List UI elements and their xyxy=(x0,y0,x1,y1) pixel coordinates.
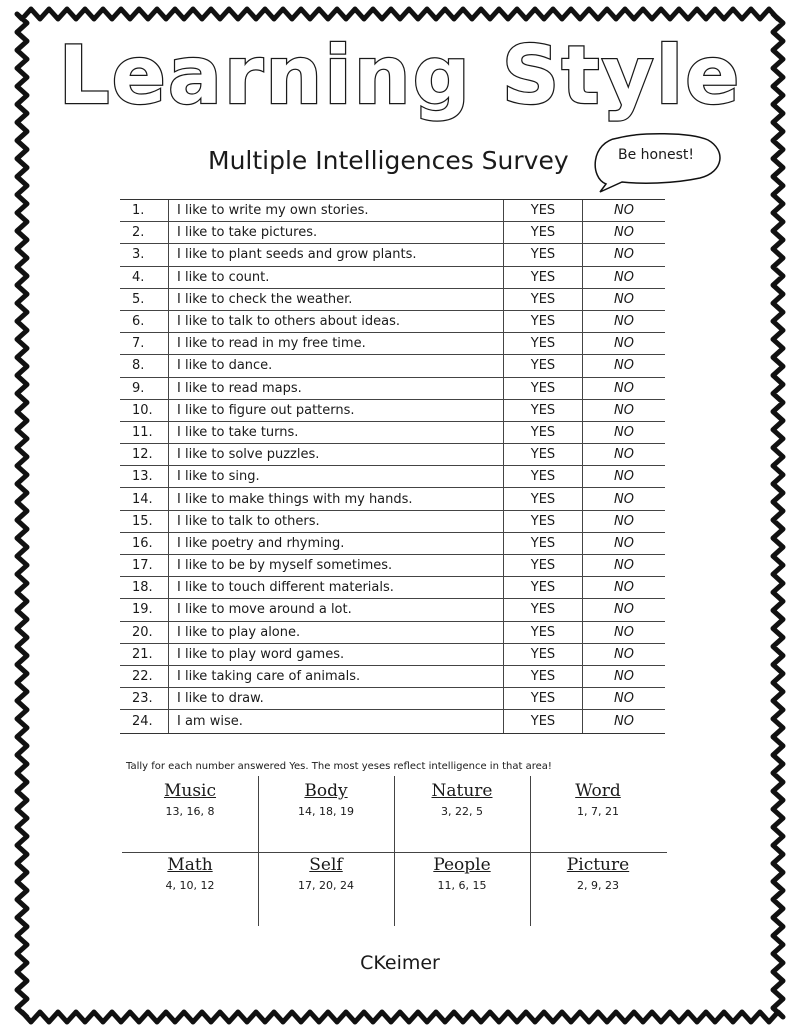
no-option[interactable]: NO xyxy=(582,511,665,532)
yes-option[interactable]: YES xyxy=(503,488,582,509)
yes-option[interactable]: YES xyxy=(503,400,582,421)
survey-row xyxy=(120,400,665,422)
item-statement: I like to draw. xyxy=(168,688,503,709)
survey-row xyxy=(120,222,665,244)
yes-option[interactable]: YES xyxy=(503,666,582,687)
speech-bubble-text: Be honest! xyxy=(618,147,694,163)
yes-option[interactable]: YES xyxy=(503,244,582,265)
yes-option[interactable]: YES xyxy=(503,577,582,598)
yes-option[interactable]: YES xyxy=(503,622,582,643)
survey-row xyxy=(120,333,665,355)
item-number: 5. xyxy=(132,291,145,307)
tally-cell xyxy=(394,780,530,820)
no-option[interactable]: NO xyxy=(582,577,665,598)
item-statement: I am wise. xyxy=(168,710,503,732)
yes-option[interactable]: YES xyxy=(503,355,582,376)
item-number: 9. xyxy=(132,380,145,396)
no-option[interactable]: NO xyxy=(582,400,665,421)
item-number: 24. xyxy=(132,713,153,729)
item-number: 22. xyxy=(132,669,153,685)
no-option[interactable]: NO xyxy=(582,533,665,554)
item-statement: I like to talk to others. xyxy=(168,511,503,532)
item-number: 11. xyxy=(132,424,153,440)
no-option[interactable]: NO xyxy=(582,599,665,620)
no-option[interactable]: NO xyxy=(582,444,665,465)
category-name: Word xyxy=(575,781,621,801)
category-name: Music xyxy=(163,781,217,801)
tally-cell xyxy=(530,780,666,820)
category-name: Nature xyxy=(431,781,493,801)
tally-grid xyxy=(122,776,667,928)
item-statement: I like to take pictures. xyxy=(168,222,503,243)
tally-instructions: Tally for each number answered Yes. The most yeses reflect intelligence in that area! xyxy=(126,761,552,772)
yes-option[interactable]: YES xyxy=(503,333,582,354)
item-number: 21. xyxy=(132,646,153,662)
category-numbers: 14, 18, 19 xyxy=(298,805,354,818)
item-statement: I like to read maps. xyxy=(168,378,503,399)
yes-option[interactable]: YES xyxy=(503,688,582,709)
yes-option[interactable]: YES xyxy=(503,511,582,532)
item-number: 16. xyxy=(132,535,153,551)
item-number: 20. xyxy=(132,624,153,640)
category-name: Math xyxy=(167,855,213,875)
category-numbers: 2, 9, 23 xyxy=(577,879,619,892)
survey-row xyxy=(120,710,665,732)
category-name: Body xyxy=(304,781,348,801)
no-option[interactable]: NO xyxy=(582,466,665,487)
yes-option[interactable]: YES xyxy=(503,599,582,620)
survey-row xyxy=(120,599,665,621)
survey-row xyxy=(120,267,665,289)
yes-option[interactable]: YES xyxy=(503,311,582,332)
tally-cell xyxy=(258,780,394,820)
tally-cell xyxy=(122,780,258,820)
category-name: Self xyxy=(309,855,343,875)
item-number: 18. xyxy=(132,580,153,596)
item-number: 17. xyxy=(132,558,153,574)
survey-row xyxy=(120,422,665,444)
category-numbers: 3, 22, 5 xyxy=(441,805,483,818)
survey-row xyxy=(120,644,665,666)
survey-row xyxy=(120,666,665,688)
item-statement: I like poetry and rhyming. xyxy=(168,533,503,554)
item-statement: I like to play word games. xyxy=(168,644,503,665)
survey-row xyxy=(120,533,665,555)
item-statement: I like to play alone. xyxy=(168,622,503,643)
category-numbers: 17, 20, 24 xyxy=(298,879,354,892)
no-option[interactable]: NO xyxy=(582,555,665,576)
yes-option[interactable]: YES xyxy=(503,644,582,665)
item-statement: I like to talk to others about ideas. xyxy=(168,311,503,332)
item-statement: I like to figure out patterns. xyxy=(168,400,503,421)
item-statement: I like to move around a lot. xyxy=(168,599,503,620)
item-number: 4. xyxy=(132,269,145,285)
item-number: 6. xyxy=(132,314,145,330)
survey-row xyxy=(120,466,665,488)
item-number: 14. xyxy=(132,491,153,507)
tally-cell xyxy=(394,854,530,894)
no-option[interactable]: NO xyxy=(582,422,665,443)
item-statement: I like to count. xyxy=(168,267,503,288)
category-name: Picture xyxy=(566,855,630,875)
no-option[interactable]: NO xyxy=(582,333,665,354)
item-statement: I like to read in my free time. xyxy=(168,333,503,354)
tally-cell xyxy=(530,854,666,894)
survey-row xyxy=(120,200,665,222)
category-numbers: 11, 6, 15 xyxy=(437,879,487,892)
item-statement: I like to solve puzzles. xyxy=(168,444,503,465)
survey-row xyxy=(120,622,665,644)
yes-option[interactable]: YES xyxy=(503,200,582,221)
survey-row xyxy=(120,244,665,266)
yes-option[interactable]: YES xyxy=(503,378,582,399)
no-option[interactable]: NO xyxy=(582,666,665,687)
no-option[interactable]: NO xyxy=(582,710,665,732)
survey-row xyxy=(120,577,665,599)
survey-row xyxy=(120,355,665,377)
item-statement: I like to be by myself sometimes. xyxy=(168,555,503,576)
item-number: 19. xyxy=(132,602,153,618)
no-option[interactable]: NO xyxy=(582,688,665,709)
yes-option[interactable]: YES xyxy=(503,710,582,732)
yes-option[interactable]: YES xyxy=(503,289,582,310)
survey-row xyxy=(120,488,665,510)
author-credit: CKeimer xyxy=(360,952,440,974)
item-statement: I like to sing. xyxy=(168,466,503,487)
no-option[interactable]: NO xyxy=(582,488,665,509)
no-option[interactable]: NO xyxy=(582,622,665,643)
yes-option[interactable]: YES xyxy=(503,422,582,443)
no-option[interactable]: NO xyxy=(582,200,665,221)
survey-row xyxy=(120,555,665,577)
item-statement: I like to plant seeds and grow plants. xyxy=(168,244,503,265)
no-option[interactable]: NO xyxy=(582,644,665,665)
category-numbers: 1, 7, 21 xyxy=(577,805,619,818)
item-statement: I like taking care of animals. xyxy=(168,666,503,687)
category-numbers: 4, 10, 12 xyxy=(165,879,215,892)
survey-table xyxy=(120,199,665,734)
item-number: 15. xyxy=(132,513,153,529)
no-option[interactable]: NO xyxy=(582,311,665,332)
yes-option[interactable]: YES xyxy=(503,555,582,576)
no-option[interactable]: NO xyxy=(582,222,665,243)
item-number: 8. xyxy=(132,358,145,374)
no-option[interactable]: NO xyxy=(582,378,665,399)
no-option[interactable]: NO xyxy=(582,267,665,288)
item-statement: I like to write my own stories. xyxy=(168,200,503,221)
item-number: 7. xyxy=(132,336,145,352)
item-number: 10. xyxy=(132,402,153,418)
item-number: 12. xyxy=(132,447,153,463)
no-option[interactable]: NO xyxy=(582,244,665,265)
survey-row xyxy=(120,511,665,533)
page-title: Learning Style xyxy=(58,29,742,122)
survey-row xyxy=(120,444,665,466)
item-number: 3. xyxy=(132,247,145,263)
yes-option[interactable]: YES xyxy=(503,466,582,487)
no-option[interactable]: NO xyxy=(582,355,665,376)
item-statement: I like to check the weather. xyxy=(168,289,503,310)
tally-cell xyxy=(258,854,394,894)
survey-row xyxy=(120,289,665,311)
survey-row xyxy=(120,311,665,333)
item-number: 2. xyxy=(132,225,145,241)
yes-option[interactable]: YES xyxy=(503,444,582,465)
yes-option[interactable]: YES xyxy=(503,267,582,288)
page-subtitle: Multiple Intelligences Survey xyxy=(208,146,569,175)
survey-row xyxy=(120,378,665,400)
no-option[interactable]: NO xyxy=(582,289,665,310)
item-statement: I like to touch different materials. xyxy=(168,577,503,598)
category-name: People xyxy=(433,855,491,875)
yes-option[interactable]: YES xyxy=(503,222,582,243)
survey-row xyxy=(120,688,665,710)
tally-cell xyxy=(122,854,258,894)
item-statement: I like to dance. xyxy=(168,355,503,376)
yes-option[interactable]: YES xyxy=(503,533,582,554)
item-number: 13. xyxy=(132,469,153,485)
item-statement: I like to make things with my hands. xyxy=(168,488,503,509)
item-statement: I like to take turns. xyxy=(168,422,503,443)
item-number: 23. xyxy=(132,691,153,707)
item-number: 1. xyxy=(132,203,145,219)
category-numbers: 13, 16, 8 xyxy=(165,805,215,818)
